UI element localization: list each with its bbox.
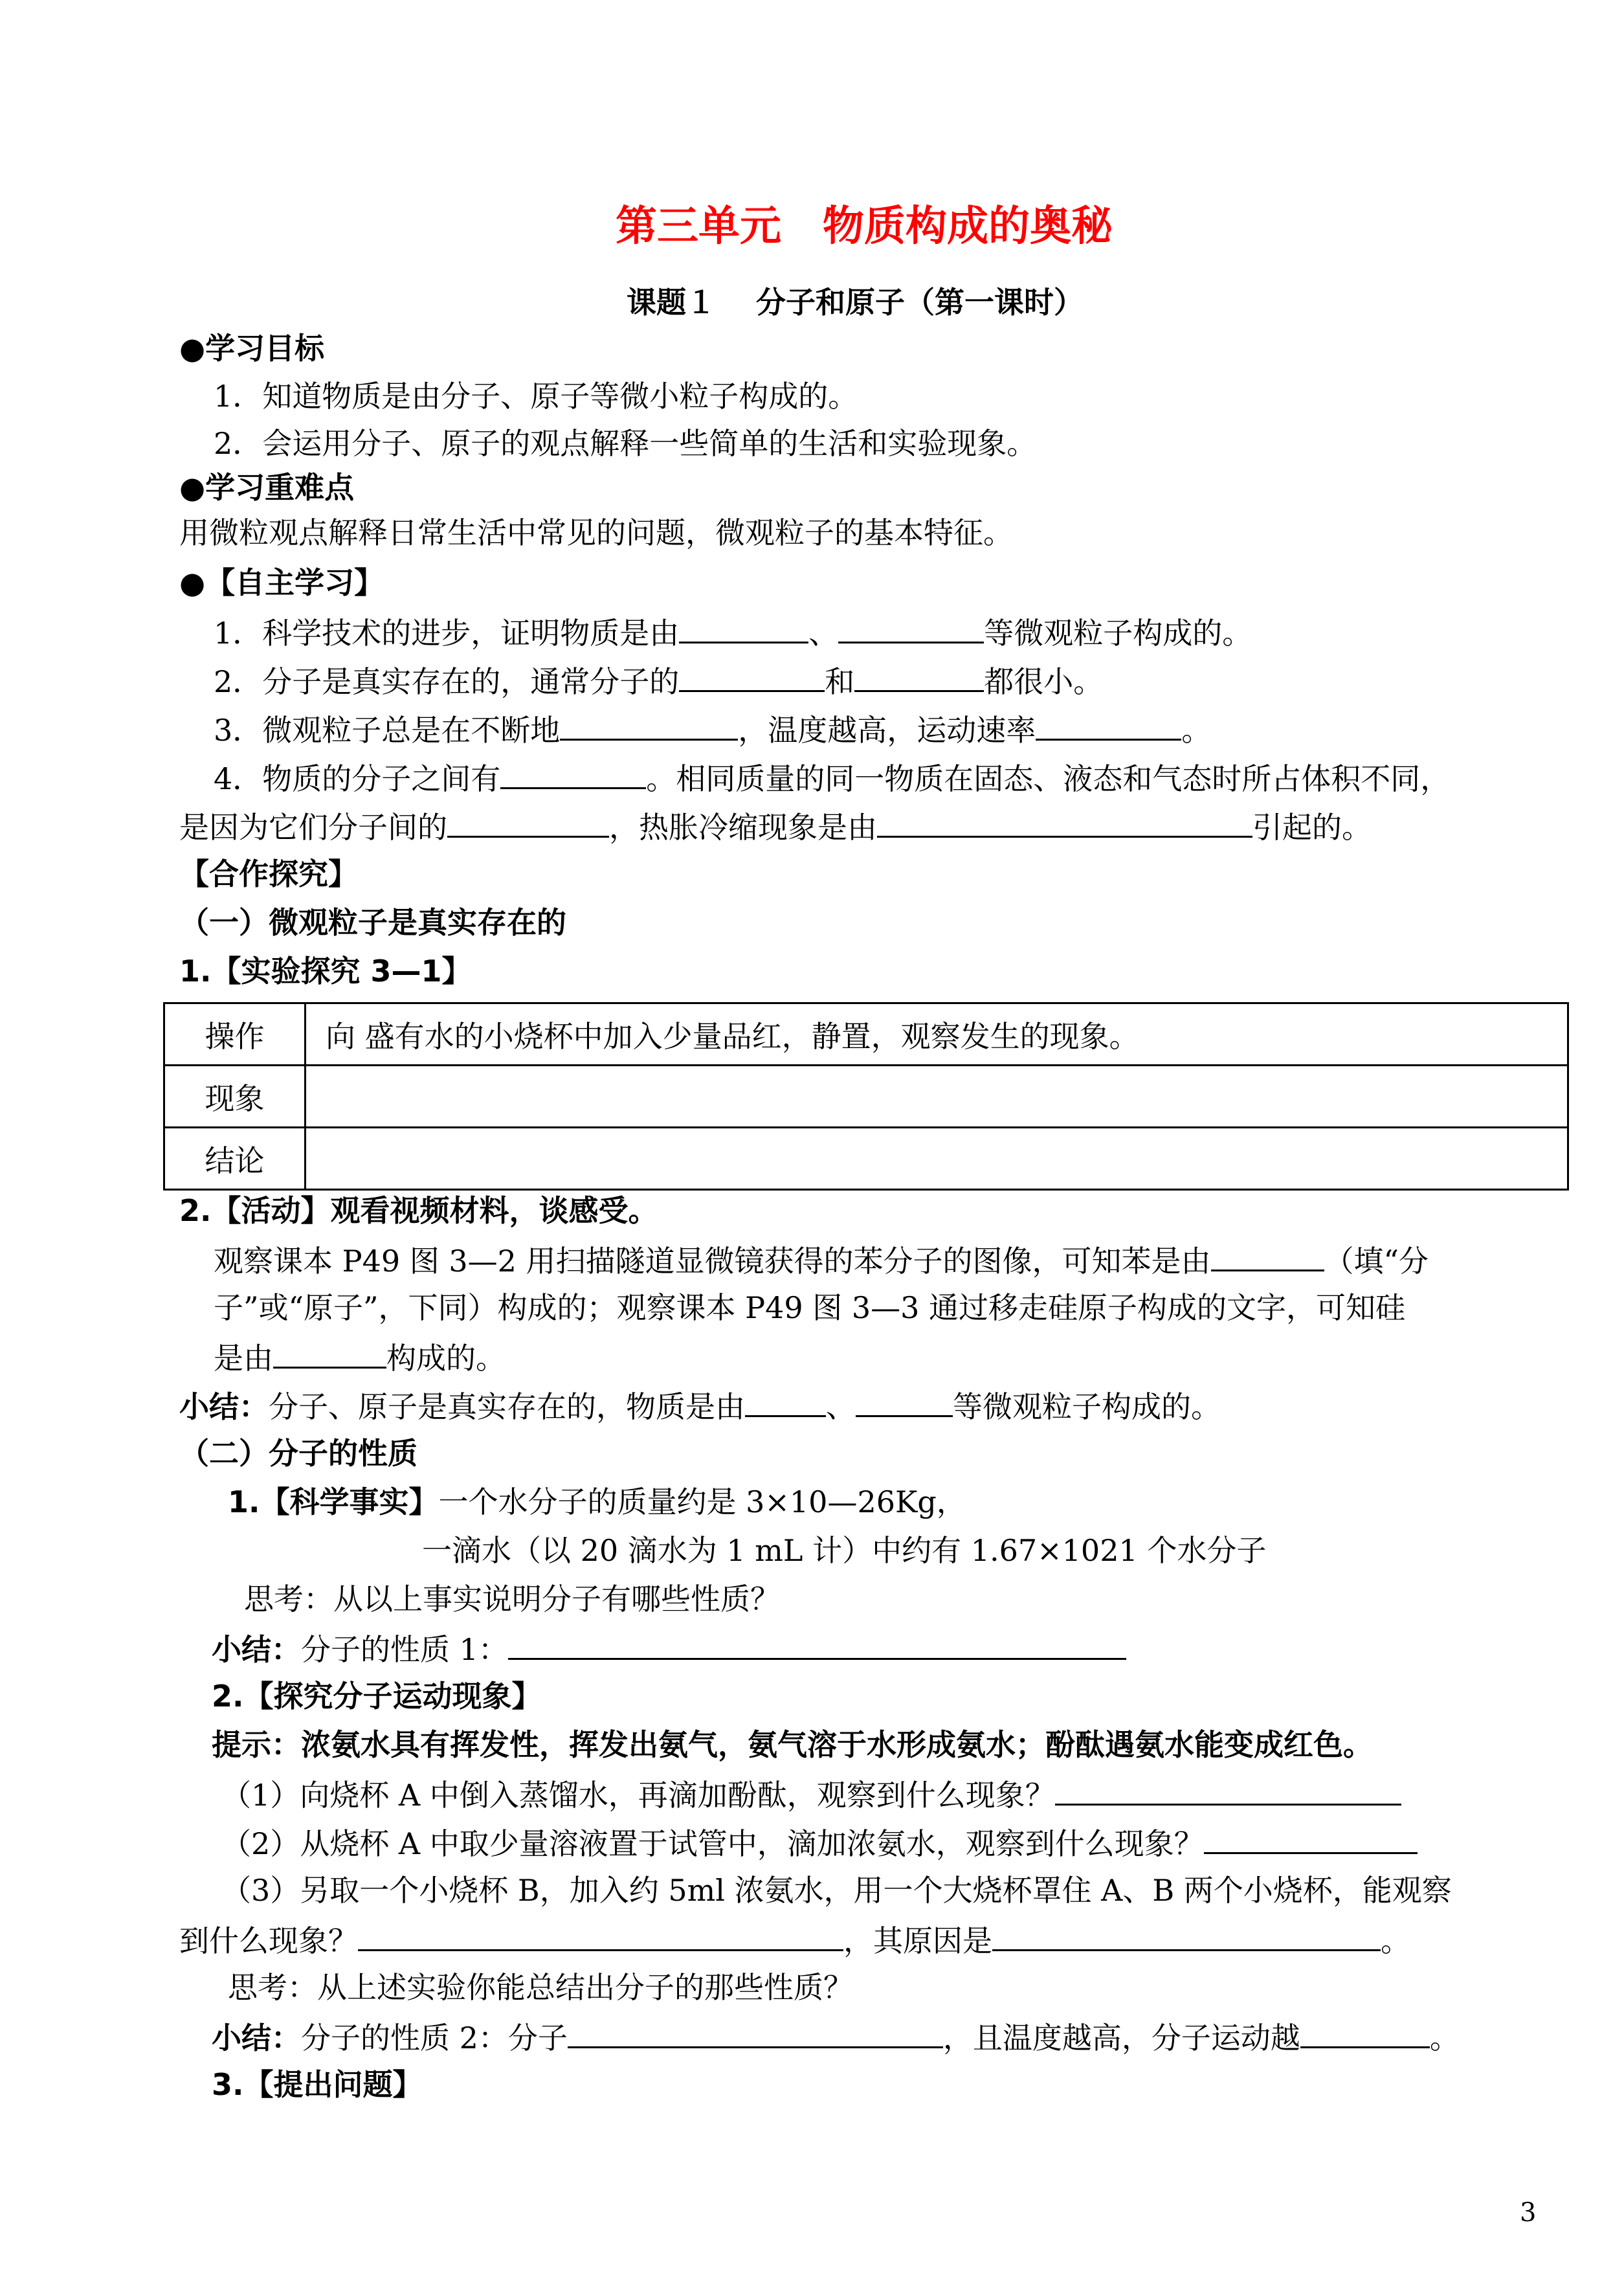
experiment-heading: 1.【实验探究 3—1】 xyxy=(179,954,472,989)
sum3-blank-1[interactable] xyxy=(568,2017,943,2048)
summary-3-label: 小结： xyxy=(212,2020,301,2055)
act-l1-text-a: 观察课本 P49 图 3—2 用扫描隧道显微镜获得的苯分子的图像，可知苯是由 xyxy=(214,1244,1211,1279)
phenomenon-label: 现象 xyxy=(164,1066,306,1128)
sum1-blank-1[interactable] xyxy=(745,1385,826,1417)
table-row xyxy=(164,1128,1568,1190)
table-row xyxy=(164,1003,1568,1066)
s3b-text-c: 。 xyxy=(1381,1923,1410,1958)
q2-text-b: 和 xyxy=(825,664,855,699)
self-study-q1 xyxy=(214,612,1252,653)
q1-blank-1[interactable] xyxy=(679,612,808,643)
q3-blank-2[interactable] xyxy=(1036,709,1181,741)
q4b-text-c: 引起的。 xyxy=(1252,810,1372,845)
summary-1 xyxy=(179,1385,1221,1426)
think-1: 思考：从以上事实说明分子有哪些性质？ xyxy=(244,1582,780,1616)
summary-1-label: 小结： xyxy=(179,1389,269,1424)
keypoints-heading: ●学习重难点 xyxy=(179,470,355,505)
q3-text-c: 。 xyxy=(1181,713,1212,748)
act-blank-1[interactable] xyxy=(1211,1240,1324,1271)
goals-heading: ●学习目标 xyxy=(179,331,325,366)
step-3-blank-1[interactable] xyxy=(358,1919,843,1951)
think-2: 思考：从上述实验你能总结出分子的那些性质？ xyxy=(228,1970,853,2005)
activity-heading-text: 2.【活动】观看视频材料，谈感受。 xyxy=(179,1193,658,1228)
self-study-heading: ●【自主学习】 xyxy=(179,565,384,600)
fact-text: 一个水分子的质量约是 3×10—26Kg， xyxy=(438,1484,966,1519)
summary-2 xyxy=(212,1628,1126,1669)
q1-text-c: 等微观粒子构成的。 xyxy=(984,616,1252,651)
keypoints-text: 用微粒观点解释日常生活中常见的问题，微观粒子的基本特征。 xyxy=(179,515,1013,550)
step-1-text: （1）向烧杯 A 中倒入蒸馏水，再滴加酚酞，观察到什么现象？ xyxy=(221,1778,1055,1813)
self-study-q3 xyxy=(214,709,1211,750)
act-l1-text-b: （填“分 xyxy=(1324,1244,1429,1279)
activity-heading xyxy=(179,1191,658,1230)
page-number: 3 xyxy=(1520,2198,1537,2228)
sum3-text-a: 分子的性质 2：分子 xyxy=(301,2020,568,2055)
act-l3-text-b: 构成的。 xyxy=(386,1341,506,1376)
fact-label: 1.【科学事实】 xyxy=(228,1484,439,1519)
q2-text-a: 2．分子是真实存在的，通常分子的 xyxy=(214,664,680,699)
q4b-text-a: 是因为它们分子间的 xyxy=(179,810,447,845)
fact-line-2: 一滴水（以 20 滴水为 1 mL 计）中约有 1.67×1021 个水分子 xyxy=(422,1533,1267,1568)
motion-heading: 2.【探究分子运动现象】 xyxy=(212,1679,542,1714)
q2-text-c: 都很小。 xyxy=(984,664,1104,699)
step-1-blank[interactable] xyxy=(1055,1774,1401,1806)
sum1-blank-2[interactable] xyxy=(856,1385,953,1417)
q2-blank-2[interactable] xyxy=(854,660,984,692)
step-2-blank[interactable] xyxy=(1204,1822,1418,1854)
lesson-title: 课题１ 分子和原子（第一课时） xyxy=(627,285,1084,320)
tip-text: 提示：浓氨水具有挥发性，挥发出氨气，氨气溶于水形成氨水；酚酞遇氨水能变成红色。 xyxy=(212,1727,1373,1762)
sum1-text-a: 分子、原子是真实存在的，物质是由 xyxy=(269,1389,745,1424)
part1-heading: （一）微观粒子是真实存在的 xyxy=(179,905,566,940)
act-blank-2[interactable] xyxy=(273,1337,386,1369)
goal-item-2: 2．会运用分子、原子的观点解释一些简单的生活和实验现象。 xyxy=(214,426,1037,461)
q4-text-b: 。相同质量的同一物质在固态、液态和气态时所占体积不同， xyxy=(646,761,1451,796)
sum3-text-c: 。 xyxy=(1429,2020,1460,2055)
activity-line-1 xyxy=(214,1240,1429,1281)
s3b-text-a: 到什么现象？ xyxy=(179,1923,358,1958)
q4-blank-2[interactable] xyxy=(447,806,609,838)
q2-blank-1[interactable] xyxy=(679,660,825,692)
fact-line-1 xyxy=(228,1482,966,1521)
q1-text-b: 、 xyxy=(808,616,839,651)
coop-heading: 【合作探究】 xyxy=(179,856,358,891)
self-study-q4 xyxy=(214,757,1450,798)
operation-text: 向 盛有水的小烧杯中加入少量品红，静置，观察发生的现象。 xyxy=(306,1003,1568,1066)
step-3: （3）另取一个小烧杯 B，加入约 5ml 浓氨水，用一个大烧杯罩住 A、B 两个小烧杯，能观察 xyxy=(221,1873,1452,1908)
q1-blank-2[interactable] xyxy=(838,612,984,643)
operation-label: 操作 xyxy=(164,1003,306,1066)
step-1 xyxy=(221,1774,1401,1815)
table-row xyxy=(164,1066,1568,1128)
question-heading: 3.【提出问题】 xyxy=(212,2067,423,2102)
q4-text-a: 4．物质的分子之间有 xyxy=(214,761,501,796)
q3-blank-1[interactable] xyxy=(560,709,738,741)
q3-text-a: 3．微观粒子总是在不断地 xyxy=(214,713,561,748)
experiment-table xyxy=(163,1002,1569,1191)
step-3-blank-2[interactable] xyxy=(992,1919,1381,1951)
sum1-text-c: 等微观粒子构成的。 xyxy=(953,1389,1221,1424)
summary-3 xyxy=(212,2017,1460,2057)
sum3-text-b: ，且温度越高，分子运动越 xyxy=(942,2020,1300,2055)
step-2 xyxy=(221,1822,1418,1863)
part2-heading: （二）分子的性质 xyxy=(179,1436,417,1471)
conclusion-label: 结论 xyxy=(164,1128,306,1190)
q3-text-b: ，温度越高，运动速率 xyxy=(738,713,1036,748)
step-2-text: （2）从烧杯 A 中取少量溶液置于试管中，滴加浓氨水，观察到什么现象？ xyxy=(221,1826,1204,1861)
goal-item-1: 1．知道物质是由分子、原子等微小粒子构成的。 xyxy=(214,379,858,414)
summary-2-label: 小结： xyxy=(212,1632,301,1667)
act-l3-text-a: 是由 xyxy=(214,1341,273,1376)
sum3-blank-2[interactable] xyxy=(1300,2017,1430,2048)
q4-blank-3[interactable] xyxy=(877,806,1252,838)
q4b-text-b: ，热胀冷缩现象是由 xyxy=(609,810,877,845)
self-study-q2 xyxy=(214,660,1103,701)
step-3-cont xyxy=(179,1919,1410,1960)
s3b-text-b: ，其原因是 xyxy=(843,1923,992,1958)
q4-blank-1[interactable] xyxy=(500,757,646,789)
q1-text-a: 1．科学技术的进步，证明物质是由 xyxy=(214,616,680,651)
sum2-text-a: 分子的性质 1： xyxy=(301,1632,508,1667)
sum2-blank[interactable] xyxy=(508,1628,1126,1660)
phenomenon-cell[interactable] xyxy=(306,1066,1568,1128)
activity-line-2: 子”或“原子”，下同）构成的；观察课本 P49 图 3—3 通过移走硅原子构成的文字，可知硅 xyxy=(214,1290,1406,1325)
activity-line-3 xyxy=(214,1337,506,1378)
conclusion-cell[interactable] xyxy=(306,1128,1568,1190)
sum1-text-b: 、 xyxy=(826,1389,856,1424)
unit-title: 第三单元 物质构成的奥秘 xyxy=(616,203,1113,251)
self-study-q4-cont xyxy=(179,806,1372,847)
